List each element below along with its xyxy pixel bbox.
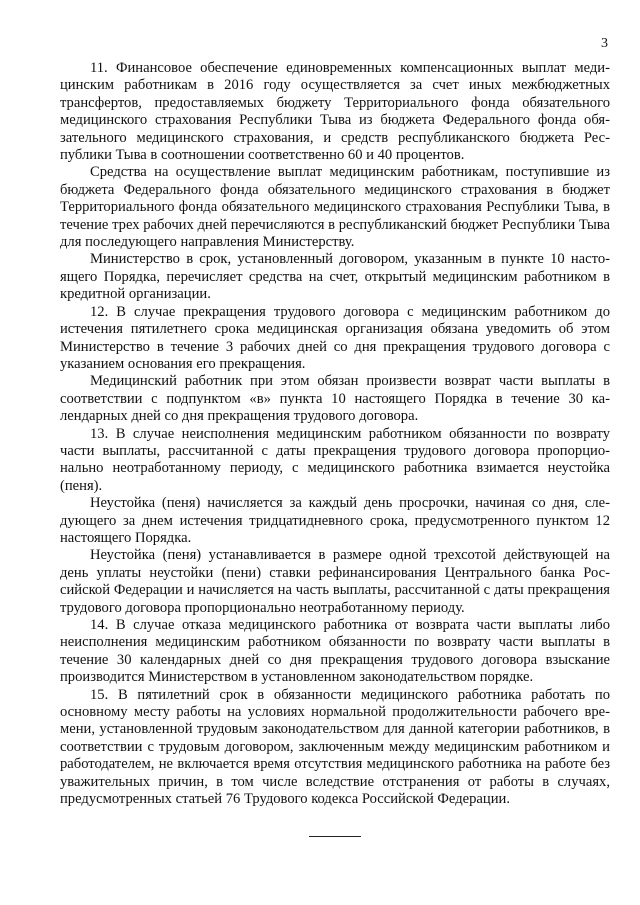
page-number: 3 xyxy=(601,36,608,51)
end-divider xyxy=(309,836,361,837)
paragraph-13-penalty-accrual: Неустойка (пеня) начисляется за каждый день просрочки, начиная со дня, следующего за днем истечения тридцатидневного срока, предусмотренного пунктом 12 настоящего Порядка. xyxy=(60,495,610,546)
document-body xyxy=(60,60,610,808)
paragraph-13: 13. В случае неисполнения медицинским работником обязанности по возврату части выплаты, рассчитанной с даты прекращения трудового договора пропорционально неотработанному периоду, с медицинского работника взимается неустойка (пеня). xyxy=(60,425,610,494)
paragraph-15: 15. В пятилетний срок в обязанности медицинского работника работать по основному месту работы на условиях нормальной продолжительности рабочего времени, установленной трудовым законодательством для данной категории работников, в соответствии с трудовым договором, заключенным между медицинским работником и работодателем, не включается время отсутствия медицинского работника на работе без уважительных причин, в том числе вследствие отстранения от работы в случаях, предусмотренных статьей 76 Трудового кодекса Российской Федерации. xyxy=(60,686,610,808)
paragraph-13-penalty-rate: Неустойка (пеня) устанавливается в размере одной трехсотой действующей на день уплаты неустойки (пени) ставки рефинансирования Центрального банка Российской Федерации и начисляется на часть выплаты, рассчитанной с даты прекращения трудового договора пропорционально неотработанному периоду. xyxy=(60,547,610,616)
paragraph-14: 14. В случае отказа медицинского работника от возврата части выплаты либо неисполнения медицинским работником обязанности по возврату части выплаты в течение 30 календарных дней со дня прекращения трудового договора взыскание производится Министерством в установленном законодательством порядке. xyxy=(60,617,610,686)
paragraph-11-ministry-payment: Министерство в срок, установленный договором, указанным в пункте 10 настоящего Порядка, перечисляет средства на счет, открытый медицинским работником в кредитной организации. xyxy=(60,251,610,303)
paragraph-12-refund: Медицинский работник при этом обязан произвести возврат части выплаты в соответствии с подпунктом «в» пункта 10 настоящего Порядка в течение 30 календарных дней со дня прекращения трудового договора. xyxy=(60,373,610,425)
paragraph-11: 11. Финансовое обеспечение единовременных компенсационных выплат медицинским работникам в 2016 году осуществляется за счет иных межбюджетных трансфертов, предоставляемых бюджету Территориального фонда обязательного медицинского страхования Республики Тыва из бюджета Федерального фонда обязательного медицинского страхования, и средств республиканского бюджета Республики Тыва в соотношении соответственно 60 и 40 процентов. xyxy=(60,60,610,164)
paragraph-11-funds-transfer: Средства на осуществление выплат медицинским работникам, поступившие из бюджета Федерального фонда обязательного медицинского страхования в бюджет Территориального фонда обязательного медицинского страхования Республики Тыва, в течение трех рабочих дней перечисляются в республиканский бюджет Республики Тыва для последующего направления Министерству. xyxy=(60,164,610,251)
paragraph-12: 12. В случае прекращения трудового договора с медицинским работником до истечения пятилетнего срока медицинская организация обязана уведомить об этом Министерство в течение 3 рабочих дней со дня прекращения трудового договора с указанием основания его прекращения. xyxy=(60,303,610,372)
